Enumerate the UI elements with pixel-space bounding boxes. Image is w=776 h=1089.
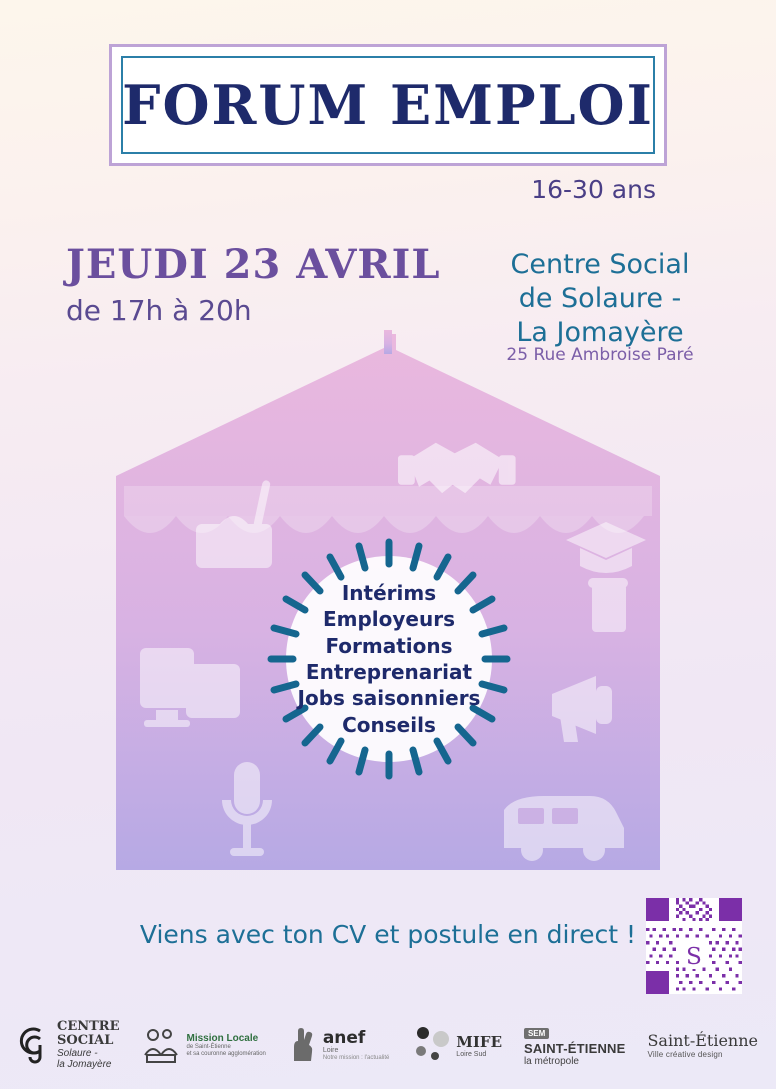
event-date: JEUDI 23 AVRIL xyxy=(66,241,441,288)
topic-item: Jobs saisonniers xyxy=(297,686,481,711)
logo-anef-loire xyxy=(288,1027,390,1063)
svg-text:S: S xyxy=(686,943,702,971)
logo-line: Solaure - xyxy=(57,1047,98,1059)
logo-line: la Jomayère xyxy=(57,1058,112,1070)
logo-line: SAINT-ÉTIENNE xyxy=(523,1041,626,1056)
venue-address: 25 Rue Ambroise Paré xyxy=(506,345,694,365)
logo-line: SEM xyxy=(524,1028,549,1039)
logo-line: Notre mission : l'actualité xyxy=(322,1054,390,1061)
mife-dots-icon xyxy=(411,1025,451,1065)
logo-centre-social xyxy=(18,1020,120,1069)
topic-item: Intérims xyxy=(341,580,437,605)
logo-line: Loire Sud xyxy=(456,1050,487,1058)
mission-locale-people-icon xyxy=(141,1025,181,1065)
topic-item: Formations xyxy=(325,633,453,658)
topics-list xyxy=(258,528,520,790)
logo-line: anef xyxy=(322,1027,366,1048)
topics-badge xyxy=(258,528,520,790)
logo-line: la métropole xyxy=(523,1056,579,1067)
logo-line: CENTRE xyxy=(57,1019,120,1035)
topic-item: Entreprenariat xyxy=(305,660,473,684)
logo-line: de Saint-Étienne xyxy=(186,1043,231,1050)
logo-line: SOCIAL xyxy=(57,1033,114,1048)
logo-saint-etienne-ville-creative-design xyxy=(647,1031,758,1059)
poster-title-frame xyxy=(109,44,667,166)
logo-line: Loire xyxy=(322,1047,339,1055)
logo-mife-loire-sud xyxy=(411,1025,502,1065)
logo-line: Saint-Étienne xyxy=(647,1031,758,1050)
topic-item: Conseils xyxy=(342,712,436,737)
venue-line-3: La Jomayère xyxy=(516,316,684,348)
logo-line: et sa couronne agglomération xyxy=(186,1050,266,1057)
topic-item: Employeurs xyxy=(322,607,456,632)
age-range-label: 16-30 ans xyxy=(531,175,656,204)
page-title: FORUM EMPLOI xyxy=(122,73,654,137)
logo-line: MIFE xyxy=(456,1032,502,1051)
partner-logos xyxy=(0,1007,776,1083)
venue-line-2: de Solaure - xyxy=(518,282,682,314)
centre-social-mark-icon xyxy=(18,1025,52,1065)
anef-hand-icon xyxy=(288,1027,318,1063)
call-to-action: Viens avec ton CV et postule en direct ! xyxy=(139,920,637,949)
logo-saint-etienne-metropole xyxy=(524,1023,626,1067)
logo-line: Mission Locale xyxy=(186,1032,259,1044)
qr-code-icon[interactable] xyxy=(646,898,742,994)
venue-line-1: Centre Social xyxy=(510,249,690,280)
logo-line: Ville créative design xyxy=(647,1050,723,1059)
logo-mission-locale xyxy=(141,1025,265,1065)
event-hours: de 17h à 20h xyxy=(66,294,252,327)
